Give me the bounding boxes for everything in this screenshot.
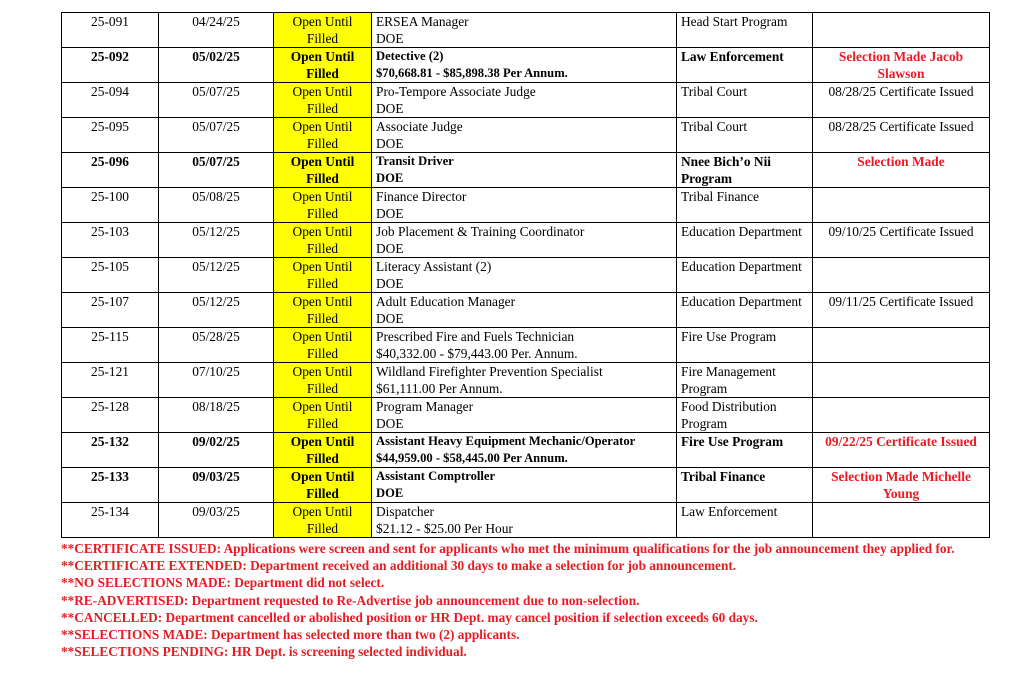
result-cell: [813, 398, 990, 433]
result-cell: [813, 188, 990, 223]
position-title: Program Manager: [376, 399, 474, 414]
position-pay: $40,332.00 - $79,443.00 Per. Annum.: [376, 346, 578, 361]
table-row: [62, 433, 990, 468]
table-row: [62, 363, 990, 398]
legend-note: **NO SELECTIONS MADE: Department did not select.: [61, 575, 385, 591]
table-row: [62, 153, 990, 188]
position-title: Dispatcher: [376, 504, 435, 519]
announcement-number: 25-100: [62, 188, 159, 223]
department-cell: Head Start Program: [677, 13, 813, 48]
position-cell: [372, 223, 677, 258]
announcement-number: 25-132: [62, 433, 159, 468]
posting-date: 09/02/25: [159, 433, 274, 468]
status-cell: Open Until Filled: [274, 503, 372, 538]
department-cell: Fire Use Program: [677, 433, 813, 468]
status-cell: Open Until Filled: [274, 258, 372, 293]
table-row: [62, 223, 990, 258]
position-title: Assistant Comptroller: [376, 469, 496, 483]
position-pay: DOE: [376, 206, 404, 221]
position-cell: [372, 13, 677, 48]
announcement-number: 25-121: [62, 363, 159, 398]
legend-note: **CANCELLED: Department cancelled or abolished position or HR Dept. may cancel position if selection exceeds 60 days.: [61, 609, 758, 625]
legend-note: **SELECTIONS PENDING: HR Dept. is screening selected individual.: [61, 644, 467, 660]
posting-date: 05/02/25: [159, 48, 274, 83]
position-title: Assistant Heavy Equipment Mechanic/Operator: [376, 434, 636, 448]
position-cell: [372, 328, 677, 363]
position-title: Associate Judge: [376, 119, 463, 134]
announcement-number: 25-128: [62, 398, 159, 433]
position-title: Finance Director: [376, 189, 467, 204]
department-cell: Tribal Finance: [677, 468, 813, 503]
department-cell: Fire Use Program: [677, 328, 813, 363]
position-pay: $61,111.00 Per Annum.: [376, 381, 503, 396]
legend-note: **RE-ADVERTISED: Department requested to Re-Advertise job announcement due to non-selection.: [61, 592, 640, 608]
position-cell: [372, 48, 677, 83]
posting-date: 05/12/25: [159, 258, 274, 293]
legend-note: **SELECTIONS MADE: Department has selected more than two (2) applicants.: [61, 627, 520, 643]
posting-date: 09/03/25: [159, 468, 274, 503]
position-cell: [372, 118, 677, 153]
result-cell: Selection Made Jacob Slawson: [813, 48, 990, 83]
position-pay: $44,959.00 - $58,445.00 Per Annum.: [376, 451, 568, 465]
status-cell: Open Until Filled: [274, 433, 372, 468]
result-cell: [813, 503, 990, 538]
position-cell: [372, 468, 677, 503]
position-cell: [372, 398, 677, 433]
position-title: Wildland Firefighter Prevention Specialist: [376, 364, 603, 379]
table-row: [62, 13, 990, 48]
status-cell: Open Until Filled: [274, 468, 372, 503]
result-cell: [813, 13, 990, 48]
result-cell: Selection Made Michelle Young: [813, 468, 990, 503]
table-row: [62, 188, 990, 223]
table-row: [62, 258, 990, 293]
announcement-number: 25-107: [62, 293, 159, 328]
department-cell: Nnee Bich’o Nii Program: [677, 153, 813, 188]
legend-notes: [61, 540, 989, 660]
position-title: Pro-Tempore Associate Judge: [376, 84, 536, 99]
department-cell: Education Department: [677, 223, 813, 258]
posting-date: 05/28/25: [159, 328, 274, 363]
result-cell: [813, 328, 990, 363]
result-cell: [813, 258, 990, 293]
department-cell: Education Department: [677, 258, 813, 293]
position-title: Adult Education Manager: [376, 294, 516, 309]
posting-date: 04/24/25: [159, 13, 274, 48]
table-row: [62, 468, 990, 503]
position-cell: [372, 188, 677, 223]
legend-note: **CERTIFICATE ISSUED: Applications were screen and sent for applicants who met the minimum qualifications for the job announcement they applied for.: [61, 541, 955, 556]
status-cell: Open Until Filled: [274, 153, 372, 188]
department-cell: Fire Management Program: [677, 363, 813, 398]
job-announcement-sheet: [61, 12, 989, 660]
table-row: [62, 118, 990, 153]
position-cell: [372, 258, 677, 293]
department-cell: Tribal Court: [677, 83, 813, 118]
department-cell: Education Department: [677, 293, 813, 328]
position-title: Job Placement & Training Coordinator: [376, 224, 585, 239]
department-cell: Law Enforcement: [677, 48, 813, 83]
department-cell: Law Enforcement: [677, 503, 813, 538]
result-cell: 09/10/25 Certificate Issued: [813, 223, 990, 258]
position-cell: [372, 293, 677, 328]
result-cell: 09/11/25 Certificate Issued: [813, 293, 990, 328]
result-cell: 08/28/25 Certificate Issued: [813, 83, 990, 118]
announcement-number: 25-094: [62, 83, 159, 118]
department-cell: Tribal Court: [677, 118, 813, 153]
position-cell: [372, 503, 677, 538]
table-row: [62, 328, 990, 363]
announcement-number: 25-095: [62, 118, 159, 153]
posting-date: 05/07/25: [159, 153, 274, 188]
announcement-number: 25-096: [62, 153, 159, 188]
position-pay: DOE: [376, 101, 404, 116]
status-cell: Open Until Filled: [274, 398, 372, 433]
announcement-number: 25-092: [62, 48, 159, 83]
department-cell: Food Distribution Program: [677, 398, 813, 433]
position-title: Detective (2): [376, 49, 444, 63]
position-title: Transit Driver: [376, 154, 454, 168]
posting-date: 05/07/25: [159, 83, 274, 118]
table-row: [62, 503, 990, 538]
job-announcements-table: [61, 12, 990, 538]
position-title: Prescribed Fire and Fuels Technician: [376, 329, 575, 344]
posting-date: 05/12/25: [159, 293, 274, 328]
announcement-number: 25-134: [62, 503, 159, 538]
position-pay: DOE: [376, 416, 404, 431]
status-cell: Open Until Filled: [274, 83, 372, 118]
legend-note: **CERTIFICATE EXTENDED: Department received an additional 30 days to make a selection for job announcement.: [61, 558, 737, 574]
department-cell: Tribal Finance: [677, 188, 813, 223]
status-cell: Open Until Filled: [274, 118, 372, 153]
status-cell: Open Until Filled: [274, 363, 372, 398]
announcement-number: 25-091: [62, 13, 159, 48]
posting-date: 07/10/25: [159, 363, 274, 398]
position-title: ERSEA Manager: [376, 14, 469, 29]
result-cell: 08/28/25 Certificate Issued: [813, 118, 990, 153]
table-body: [62, 13, 990, 538]
status-cell: Open Until Filled: [274, 188, 372, 223]
status-cell: Open Until Filled: [274, 48, 372, 83]
position-pay: DOE: [376, 276, 404, 291]
status-cell: Open Until Filled: [274, 223, 372, 258]
posting-date: 05/07/25: [159, 118, 274, 153]
result-cell: [813, 363, 990, 398]
result-cell: Selection Made: [813, 153, 990, 188]
position-cell: [372, 363, 677, 398]
posting-date: 08/18/25: [159, 398, 274, 433]
posting-date: 09/03/25: [159, 503, 274, 538]
table-row: [62, 83, 990, 118]
status-cell: Open Until Filled: [274, 293, 372, 328]
position-pay: DOE: [376, 31, 404, 46]
posting-date: 05/12/25: [159, 223, 274, 258]
result-cell: 09/22/25 Certificate Issued: [813, 433, 990, 468]
position-pay: DOE: [376, 311, 404, 326]
position-pay: DOE: [376, 486, 404, 500]
position-pay: DOE: [376, 171, 404, 185]
status-cell: Open Until Filled: [274, 328, 372, 363]
table-row: [62, 398, 990, 433]
position-pay: $70,668.81 - $85,898.38 Per Annum.: [376, 66, 568, 80]
announcement-number: 25-105: [62, 258, 159, 293]
announcement-number: 25-103: [62, 223, 159, 258]
table-row: [62, 293, 990, 328]
position-pay: DOE: [376, 241, 404, 256]
announcement-number: 25-133: [62, 468, 159, 503]
status-cell: Open Until Filled: [274, 13, 372, 48]
table-row: [62, 48, 990, 83]
position-cell: [372, 433, 677, 468]
posting-date: 05/08/25: [159, 188, 274, 223]
position-cell: [372, 83, 677, 118]
position-pay: $21.12 - $25.00 Per Hour: [376, 521, 513, 536]
position-pay: DOE: [376, 136, 404, 151]
position-cell: [372, 153, 677, 188]
announcement-number: 25-115: [62, 328, 159, 363]
position-title: Literacy Assistant (2): [376, 259, 492, 274]
